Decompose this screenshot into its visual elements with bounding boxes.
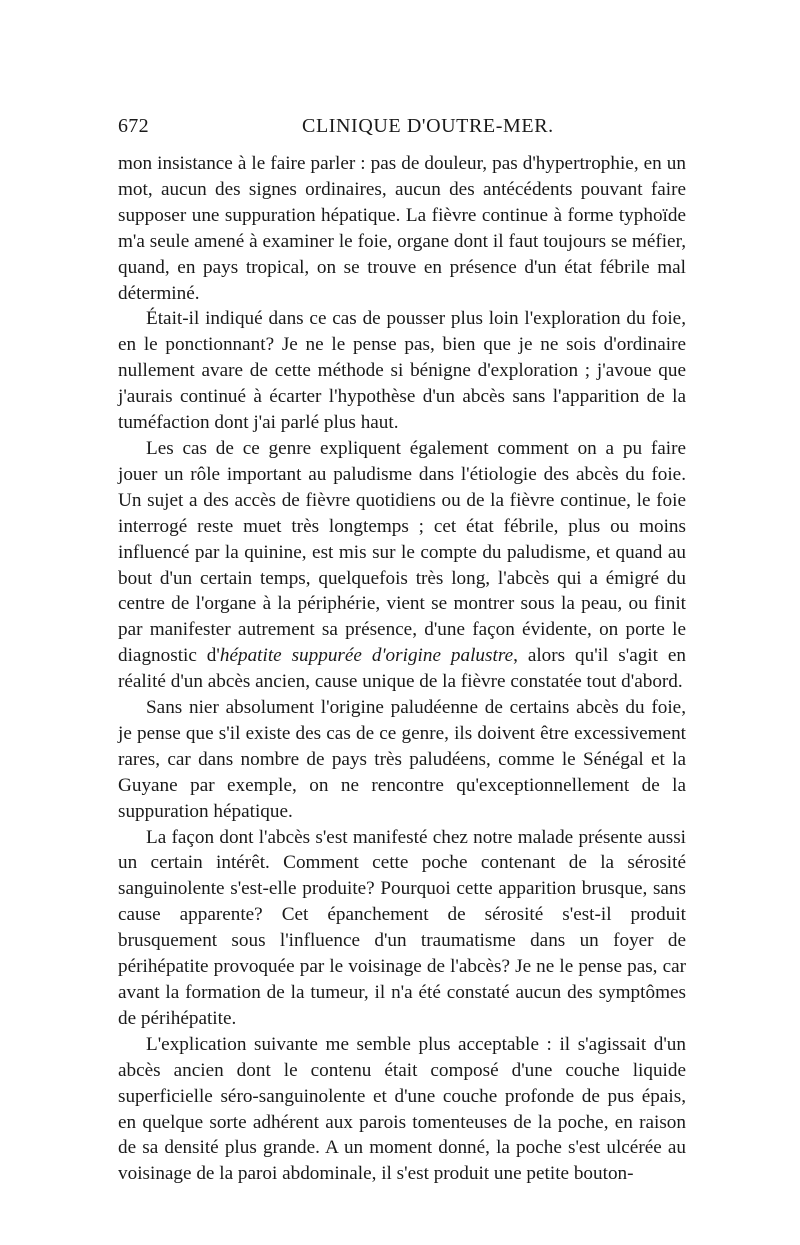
paragraph-continued: mon insistance à le faire parler : pas de douleur, pas d'hypertrophie, en un mot, aucun des signes ordinaires, aucun des antécédents pouvant faire supposer une suppuration hépatique. La fièvre continue à forme typhoïde m'a seule amené à examiner le foie, organe dont il faut toujours se méfier, quand, en pays tropical, on se trouve en présence d'un état fébrile mal déterminé. xyxy=(118,153,686,304)
book-page xyxy=(118,115,686,1187)
body-text xyxy=(118,151,686,1187)
paragraph: L'explication suivante me semble plus acceptable : il s'agissait d'un abcès ancien dont le contenu était composé d'une couche liquide superficielle séro-sanguinolente et d'une couche profonde de pus épais, en quelque sorte adhérent aux parois tomenteuses de la poche, en raison de sa densité plus grande. A un moment donné, la poche s'est ulcérée au voisinage de la paroi abdominale, il s'est produit une petite bouton- xyxy=(118,1033,686,1185)
paragraph: La façon dont l'abcès s'est manifesté chez notre malade présente aussi un certain intérêt. Comment cette poche contenant de la sérosité sanguinolente s'est-elle produite? Pourquoi cette apparition brusque, sans cause apparente? Cet épanchement de sérosité s'est-il produit brusquement sous l'influence d'un traumatisme dans un foyer de périhépatite provoquée par le voisinage de l'abcès? Je ne le pense pas, car avant la formation de la tumeur, il n'a été constaté aucun des symptômes de périhépatite. xyxy=(118,826,686,1029)
running-head xyxy=(118,115,686,145)
paragraph: Sans nier absolument l'origine paludéenne de certains abcès du foie, je pense que s'il existe des cas de ce genre, ils doivent être excessivement rares, car dans nombre de pays très paludéens, comme le Sénégal et la Guyane par exemple, on ne rencontre qu'exceptionnellement de la suppuration hépatique. xyxy=(118,697,686,822)
page-number: 672 xyxy=(118,115,149,137)
running-title: CLINIQUE D'OUTRE-MER. xyxy=(302,115,554,137)
paragraph-text: , alors qu'il s'agit en réalité d'un abcès ancien, cause unique de la fièvre constatée tout d'abord. xyxy=(118,645,687,693)
paragraph: Était-il indiqué dans ce cas de pousser plus loin l'exploration du foie, en le ponctionnant? Je ne le pense pas, bien que je ne sois d'ordinaire nullement avare de cette méthode si bénigne d'exploration ; j'avoue que j'aurais continué à écarter l'hypothèse d'un abcès sans l'apparition de la tuméfaction dont j'ai parlé plus haut. xyxy=(118,308,686,434)
paragraph-text: Les cas de ce genre expliquent également comment on a pu faire jouer un rôle important au paludisme dans l'étiologie des abcès du foie. Un sujet a des accès de fièvre quotidiens ou de la fièvre continue, le foie interrogé reste muet très longtemps ; cet état fébrile, plus ou moins influencé par la quinine, est mis sur le compte du paludisme, et quand au bout d'un certain temps, quelquefois très long, l'abcès qui a émigré du centre de l'organe à la périphérie, vient se montrer sous la peau, ou finit par manifester autrement sa présence, d'une façon évidente, on porte le diagnostic d' xyxy=(118,437,686,667)
italic-diagnosis: hépatite suppurée d'origine palustre xyxy=(219,645,514,667)
paragraph-with-italic xyxy=(118,436,686,695)
